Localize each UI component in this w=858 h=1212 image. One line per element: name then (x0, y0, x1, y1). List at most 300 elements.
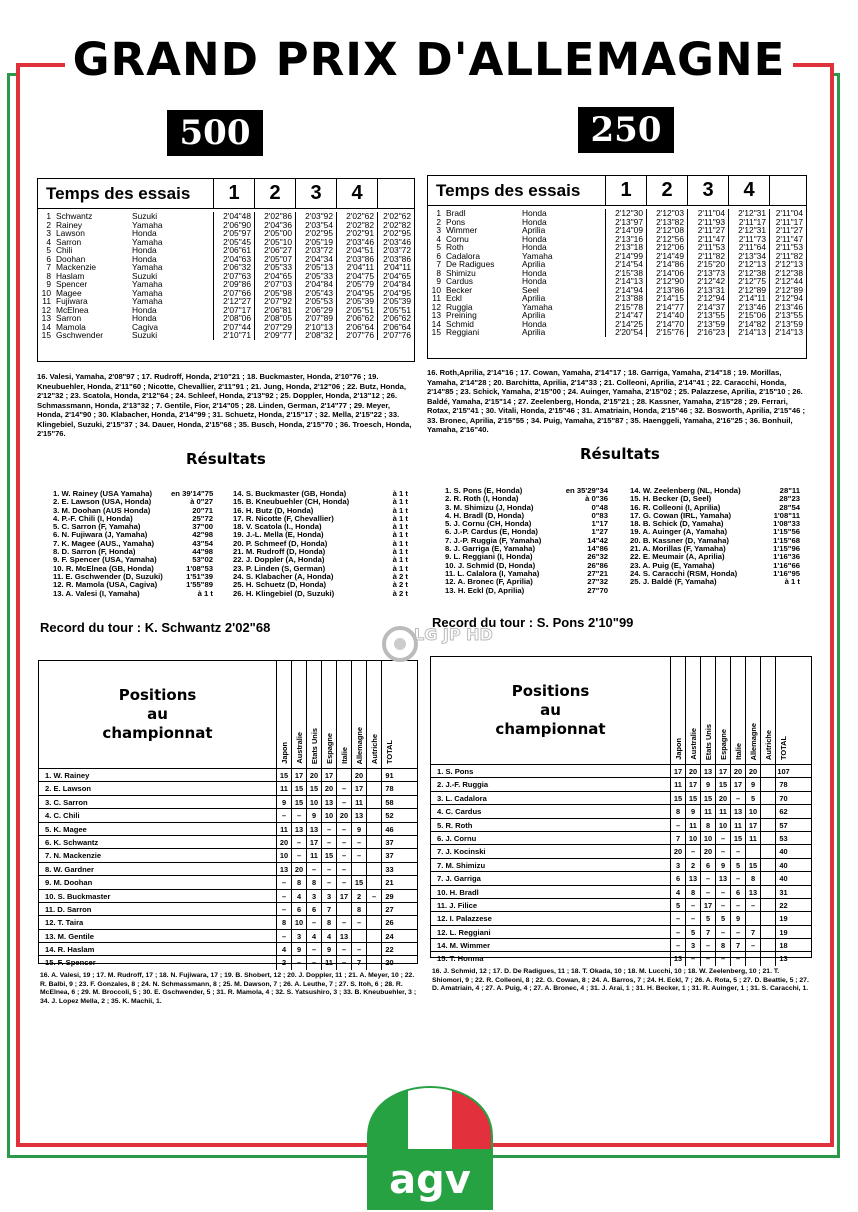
country-header (337, 661, 352, 768)
standings-points: 13 (731, 805, 746, 817)
standings-total: 62 (779, 807, 788, 817)
agv-logo-text: agv (389, 1157, 471, 1203)
best-header (378, 179, 414, 208)
country-headers (671, 657, 791, 764)
practice-time: 2'11"82 (697, 250, 725, 261)
standings-points: 15 (701, 792, 716, 804)
result-gap: à 2 t (392, 588, 408, 598)
practice-time: 2'04"95 (346, 287, 374, 298)
practice-position: 5 (436, 242, 441, 252)
practice-best-time: 2'03"72 (383, 245, 411, 255)
result-rider: 14. W. Zeelenberg (NL, Honda) (630, 486, 741, 495)
table-row (431, 792, 811, 805)
standings-rider: 14. M. Wimmer (431, 939, 671, 951)
result-rider: 12. A. Bronec (F, Aprilia) (445, 577, 533, 587)
practice-best-time-column (378, 212, 414, 340)
practice-time: 2'02"86 (264, 211, 292, 221)
standings-points: – (731, 899, 746, 911)
country-label: Japon (673, 738, 683, 760)
standings-points (761, 778, 776, 790)
country-header (277, 661, 292, 768)
result-gap: à 0"36 (585, 494, 608, 504)
standings-points: – (731, 926, 746, 938)
standings-points: 17 (671, 765, 686, 777)
result-gap: 26"32 (587, 552, 608, 562)
practice-position: 11 (432, 293, 441, 303)
results-500 (53, 490, 408, 598)
result-gap: 28"23 (779, 494, 800, 504)
standings-points: 8 (746, 872, 761, 884)
standings-rider: 2. E. Lawson (39, 782, 277, 794)
standings-points: 9 (701, 778, 716, 790)
practice-best-time: 2'14"13 (775, 327, 803, 337)
standings-points (761, 886, 776, 898)
standings-points: 3 (686, 939, 701, 951)
practice-position: 6 (436, 250, 441, 261)
practice-time: 2'08"05 (264, 313, 292, 323)
practice-time: 2'12"08 (656, 225, 684, 235)
result-gap: 53"02 (192, 555, 213, 565)
practice-position: 3 (436, 225, 441, 235)
practice-team: Honda (522, 208, 547, 218)
standings-points: 11 (746, 832, 761, 844)
country-header (307, 661, 322, 768)
result-gap: 1'08"11 (773, 510, 800, 520)
standings-points: 20 (746, 765, 761, 777)
result-rider: 12. R. Mamola (USA, Cagiva) (53, 580, 158, 590)
practice-time: 2'13"82 (656, 216, 684, 227)
standings-points: 9 (277, 796, 292, 808)
result-gap: 14"42 (587, 535, 608, 545)
standings-points (761, 845, 776, 857)
page-title: GRAND PRIX D'ALLEMAGNE (0, 32, 858, 88)
session-header: 2 (255, 179, 296, 208)
practice-rider: Cardus (446, 276, 473, 286)
practice-team: Yamaha (132, 296, 163, 306)
standings-rider: 11. D. Sarron (39, 903, 277, 915)
standings-points: 10 (746, 805, 761, 817)
practice-time: 2'20"54 (615, 327, 643, 337)
country-label: Espagne (324, 733, 334, 764)
standings-rider: 5. R. Roth (431, 819, 671, 831)
table-row (39, 796, 417, 809)
table-row (431, 805, 811, 818)
standings-points: 15 (731, 832, 746, 844)
result-rider: 6. J.-P. Cardus (E, Honda) (445, 527, 538, 537)
standings-points (761, 912, 776, 924)
country-header (776, 657, 791, 764)
result-gap: 1'15"68 (773, 535, 800, 545)
standings-points: 6 (701, 859, 716, 871)
country-label: Allemagne (354, 726, 364, 764)
practice-time: 2'05"53 (305, 296, 333, 306)
standings-points: – (686, 952, 701, 965)
standings-points (367, 796, 382, 808)
practice-best-time: 2'11"27 (775, 225, 803, 235)
standings-points: 9 (746, 778, 761, 790)
practice-time-column (296, 212, 337, 340)
standings-points: 3 (671, 859, 686, 871)
practice-time: 2'11"64 (738, 242, 766, 252)
practice-time: 2'14"40 (656, 310, 684, 320)
practice-best-time: 2'11"82 (775, 250, 803, 261)
practice-rider: Doohan (56, 253, 86, 264)
result-gap: 43"54 (192, 538, 213, 548)
standings-points: 2 (277, 956, 292, 969)
standings-points: – (277, 903, 292, 915)
practice-time: 2'05"10 (264, 236, 292, 247)
standings-total: 70 (779, 793, 788, 803)
standings-total: 40 (779, 874, 788, 884)
table-row (39, 876, 417, 889)
practice-time: 2'04"11 (346, 262, 374, 272)
practice-position: 12 (431, 301, 441, 312)
practice-time: 2'04"36 (264, 219, 292, 230)
practice-rider: Preining (446, 310, 477, 320)
practice-best-time: 2'04"11 (383, 262, 411, 272)
result-gap: à 1 t (392, 547, 408, 557)
practice-rider: Becker (446, 284, 473, 295)
practice-position-column (38, 212, 54, 340)
practice-time-column (337, 212, 378, 340)
practice-time: 2'11"93 (697, 216, 725, 227)
standings-points: 11 (731, 819, 746, 831)
country-label: Italie (733, 743, 743, 760)
practice-time: 2'06"32 (223, 262, 251, 272)
standings-points: 11 (701, 805, 716, 817)
practice-time: 2'15"78 (615, 301, 643, 312)
result-gap: 1'08"33 (773, 519, 800, 529)
standings-points: 15 (307, 782, 322, 794)
practice-best-time: 2'03"46 (383, 236, 411, 247)
standings-points (761, 899, 776, 911)
standings-points (761, 819, 776, 831)
practice-time: 2'13"97 (615, 216, 643, 227)
standings-points: 17 (746, 819, 761, 831)
practice-best-time: 2'11"04 (775, 208, 803, 218)
practice-position: 15 (41, 330, 51, 340)
result-rider-column (53, 490, 171, 598)
practice-time: 2'11"73 (738, 233, 766, 244)
practice-time-column (729, 209, 770, 337)
standings-points: 11 (322, 956, 337, 969)
practice-time: 2'04"65 (264, 270, 292, 281)
result-gap: à 1 t (392, 563, 408, 573)
practice-time: 2'05"33 (264, 262, 292, 272)
table-row (39, 809, 417, 822)
standings-points: – (731, 872, 746, 884)
standings-points (367, 916, 382, 928)
practice-time: 2'12"06 (656, 242, 684, 252)
practice-time: 2'12"75 (738, 276, 766, 286)
practice-rider: McElnea (56, 304, 89, 315)
practice-rider: Rainey (56, 219, 83, 230)
standings-rider: 12. L. Reggiani (431, 926, 671, 938)
standings-total: 53 (779, 833, 788, 843)
standings-points: – (307, 916, 322, 928)
practice-team-column (132, 212, 212, 340)
result-rider: 13. H. Eckl (D, Aprilia) (445, 585, 525, 595)
standings-points (352, 863, 367, 875)
result-rider: 5. C. Sarron (F, Yamaha) (53, 522, 141, 532)
practice-best-time: 2'05"39 (383, 296, 411, 306)
result-gap: 26"86 (587, 560, 608, 570)
standings-points: – (746, 899, 761, 911)
table-row (39, 943, 417, 956)
result-gap: 25"72 (192, 513, 213, 523)
practice-time: 2'15"76 (656, 327, 684, 337)
practice-team: Suzuki (132, 330, 158, 340)
practice-time: 2'02"95 (305, 228, 333, 238)
practice-rider: Bradl (446, 208, 466, 218)
practice-best-time: 2'07"76 (383, 330, 411, 340)
result-gap: 1'15"56 (773, 527, 800, 537)
practice-time: 2'14"06 (656, 267, 684, 278)
session-header: 1 (214, 179, 255, 208)
standings-points: 9 (322, 943, 337, 955)
practice-time: 2'13"34 (738, 250, 766, 261)
standings-points: 20 (671, 845, 686, 857)
standings-points: – (731, 792, 746, 804)
standings-total: 21 (385, 878, 394, 888)
standings-rider: 8. W. Gardner (39, 863, 277, 875)
practice-team: Suzuki (132, 270, 158, 281)
practice-time: 2'07"63 (223, 270, 251, 281)
result-rider: 4. H. Bradl (D, Honda) (445, 510, 525, 520)
practice-team: Seel (522, 284, 539, 295)
standings-points: 15 (292, 796, 307, 808)
practice-time: 2'14"77 (656, 301, 684, 312)
practice-time: 2'14"13 (738, 327, 766, 337)
practice-position: 2 (46, 219, 51, 230)
standings-500 (38, 660, 418, 968)
table-row (431, 778, 811, 791)
table-row (39, 956, 417, 969)
standings-total: 13 (779, 954, 788, 964)
standings-points: 20 (701, 845, 716, 857)
result-gap: 0"48 (591, 502, 608, 512)
practice-time: 2'06"81 (264, 304, 292, 315)
practice-position: 2 (436, 216, 441, 227)
result-rider: 2. E. Lawson (USA, Honda) (53, 497, 152, 507)
practice-time: 2'14"11 (738, 293, 766, 303)
standings-rider: 10. S. Buckmaster (39, 890, 277, 902)
practice-time: 2'05"33 (305, 270, 333, 281)
standings-points: 13 (277, 863, 292, 875)
standings-rider: 4. C. Cardus (431, 805, 671, 817)
result-rider: 17. G. Cowan (IRL, Yamaha) (630, 510, 732, 520)
standings-points: 10 (686, 832, 701, 844)
standings-points: – (337, 876, 352, 888)
practice-position: 10 (41, 287, 51, 298)
standings-points: 7 (731, 939, 746, 951)
practice-time: 2'14"86 (656, 259, 684, 269)
result-rider: 23. P. Linden (S, German) (233, 563, 326, 573)
result-gap: 1'55"89 (186, 580, 213, 590)
result-rider: 21. A. Morillas (F, Yamaha) (630, 544, 726, 554)
result-rider: 23. A. Puig (E, Yamaha) (630, 560, 715, 570)
standings-points: – (322, 876, 337, 888)
practice-time-column (606, 209, 647, 337)
result-rider: 4. P.-F. Chili (I, Honda) (53, 513, 133, 523)
standings-points: 17 (292, 769, 307, 781)
country-label: Allemagne (748, 722, 758, 760)
standings-points: 8 (671, 805, 686, 817)
standings-points: – (337, 943, 352, 955)
standings-points: – (746, 939, 761, 951)
standings-points: – (307, 943, 322, 955)
result-gap: à 1 t (392, 555, 408, 565)
result-gap: à 1 t (392, 505, 408, 515)
standings-rider: 7. J. Garriga (431, 872, 671, 884)
standings-points: 5 (686, 926, 701, 938)
standings-points: – (292, 956, 307, 969)
practice-rider: Mamola (56, 321, 86, 332)
standings-points: 8 (716, 939, 731, 951)
practice-best-time: 2'11"17 (775, 216, 803, 227)
practice-time: 2'12"89 (738, 284, 766, 295)
practice-time: 2'06"64 (346, 321, 374, 332)
practice-team: Yamaha (132, 262, 163, 272)
standings-points (367, 836, 382, 848)
standings-points: – (337, 796, 352, 808)
result-gap: à 1 t (392, 522, 408, 532)
standings-total: 33 (385, 864, 394, 874)
standings-points: – (716, 845, 731, 857)
standings-points: 20 (322, 782, 337, 794)
standings-points: 11 (686, 819, 701, 831)
result-gap: à 1 t (392, 513, 408, 523)
practice-position: 9 (46, 279, 51, 289)
standings-rider: 3. C. Sarron (39, 796, 277, 808)
result-rider-column (233, 490, 383, 598)
practice-time: 2'05"39 (346, 296, 374, 306)
standings-points: 10 (701, 832, 716, 844)
standings-total: 19 (779, 927, 788, 937)
standings-total: 29 (385, 891, 394, 901)
standings-points (761, 872, 776, 884)
standings-total: 107 (777, 767, 790, 776)
practice-best-time: 2'12"13 (775, 259, 803, 269)
standings-points: 13 (322, 796, 337, 808)
result-gap: à 2 t (392, 580, 408, 590)
result-rider: 8. D. Sarron (F, Honda) (53, 547, 136, 557)
table-row (431, 872, 811, 885)
practice-time: 2'14"47 (615, 310, 643, 320)
practice-rider: Pons (446, 216, 466, 227)
standings-points (367, 863, 382, 875)
standings-rows (431, 765, 811, 966)
practice-time: 2'06"61 (223, 245, 251, 255)
standings-rider: 15. F. Spencer (39, 956, 277, 969)
practice-team: Aprilia (522, 259, 546, 269)
standings-points: – (277, 890, 292, 902)
practice-time: 2'05"98 (264, 287, 292, 298)
country-label: Australie (294, 732, 304, 764)
standings-points: – (671, 939, 686, 951)
standings-rider: 9. M. Doohan (39, 876, 277, 888)
practice-rider: Cadalora (446, 250, 480, 261)
standings-points: 17 (337, 890, 352, 902)
practice-time: 2'03"92 (305, 211, 333, 221)
result-gap: 1'15"96 (773, 544, 800, 554)
practice-team: Honda (522, 233, 547, 244)
practice-time: 2'14"37 (697, 301, 725, 312)
practice-time: 2'14"25 (615, 318, 643, 329)
standings-points: – (337, 863, 352, 875)
practice-time: 2'14"54 (615, 259, 643, 269)
result-gap: à 0"27 (190, 497, 213, 507)
practice-time: 2'12"56 (656, 233, 684, 244)
table-row (431, 952, 811, 965)
standings-points: 15 (746, 859, 761, 871)
practice-best-time: 2'02"82 (383, 219, 411, 230)
practice-time: 2'05"07 (264, 253, 292, 264)
country-header (352, 661, 367, 768)
standings-points: 17 (322, 769, 337, 781)
practice-time: 2'12"03 (656, 208, 684, 218)
standings-points: 17 (307, 836, 322, 848)
practice-position: 7 (46, 262, 51, 272)
practice-time: 2'13"59 (697, 318, 725, 329)
standings-rider: 15. T. Honma (431, 952, 671, 965)
result-gap: à 1 t (392, 497, 408, 507)
standings-total: 22 (779, 900, 788, 910)
standings-points: 10 (322, 809, 337, 821)
practice-time: 2'09"77 (264, 330, 292, 340)
standings-points: 2 (352, 890, 367, 902)
result-rider: 24. S. Klabacher (A, Honda) (233, 571, 334, 581)
practice-position: 15 (431, 327, 441, 337)
standings-points: 6 (292, 903, 307, 915)
standings-points: 9 (686, 805, 701, 817)
practice-team: Honda (132, 313, 157, 323)
standings-points: – (671, 819, 686, 831)
standings-total: 37 (385, 851, 394, 861)
practice-best-time: 2'11"53 (775, 242, 803, 252)
standings-rider: 14. R. Haslam (39, 943, 277, 955)
standings-points: 8 (277, 916, 292, 928)
practice-best-time: 2'04"84 (383, 279, 411, 289)
standings-total: 20 (385, 958, 394, 968)
practice-time: 2'05"97 (223, 228, 251, 238)
practice-time-column (255, 212, 296, 340)
practice-time: 2'12"31 (738, 208, 766, 218)
standings-points: 17 (731, 778, 746, 790)
practice-time: 2'12"27 (223, 296, 251, 306)
standings-total: 58 (385, 797, 394, 807)
practice-time: 2'11"27 (697, 225, 725, 235)
standings-points: 13 (337, 930, 352, 942)
practice-rider: Cornu (446, 233, 469, 244)
standings-total: 78 (385, 784, 394, 794)
practice-position: 6 (46, 253, 51, 264)
standings-points: – (352, 916, 367, 928)
practice-rider-column (444, 209, 522, 337)
result-rider: 19. A. Auinger (A, Yamaha) (630, 527, 728, 537)
result-rider: 10. J. Schmid (D, Honda) (445, 560, 536, 570)
standings-250 (430, 656, 812, 964)
practice-time: 2'13"18 (615, 242, 643, 252)
standings-total: 52 (385, 811, 394, 821)
practice-team: Yamaha (132, 279, 163, 289)
practice-time: 2'13"55 (697, 310, 725, 320)
practice-caption: Temps des essais (38, 179, 214, 208)
result-gap: 27"70 (587, 585, 608, 595)
practice-time: 2'04"48 (223, 211, 251, 221)
standings-points: – (731, 952, 746, 965)
standings-points: 5 (671, 899, 686, 911)
